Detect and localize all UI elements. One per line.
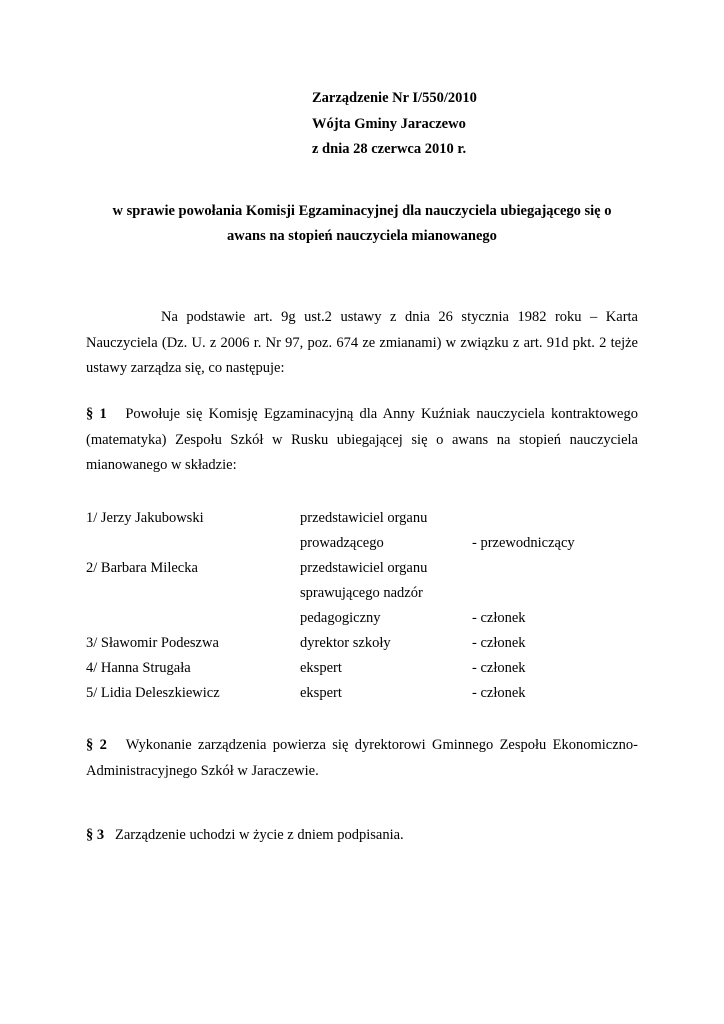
member-role: ekspert — [300, 660, 342, 676]
member-role: ekspert — [300, 685, 342, 701]
member-role: pedagogiczny — [300, 610, 381, 626]
ordinance-date: z dnia 28 czerwca 2010 r. — [312, 141, 467, 157]
member-role: dyrektor szkoły — [300, 635, 391, 651]
member-row — [86, 656, 638, 681]
member-function: - członek — [472, 610, 526, 626]
member-name: 5/ Lidia Deleszkiewicz — [86, 685, 220, 701]
section-2-text: Wykonanie zarządzenia powierza się dyrektorowi Gminnego Zespołu Ekonomiczno-Administracyjnego Szkół w Jaraczewie. — [86, 737, 639, 779]
subject-line-2: awans na stopień nauczyciela mianowanego — [227, 228, 497, 244]
section-1-label: § 1 — [86, 406, 107, 422]
member-name: 3/ Sławomir Podeszwa — [86, 635, 219, 651]
issuing-authority: Wójta Gminy Jaraczewo — [312, 115, 466, 132]
member-row — [86, 681, 638, 706]
section-3-text: Zarządzenie uchodzi w życie z dniem podpisania. — [115, 827, 404, 843]
member-function: - członek — [472, 685, 526, 701]
section-1 — [86, 402, 638, 479]
member-function: - przewodniczący — [472, 535, 575, 551]
member-row — [86, 531, 638, 556]
member-name: 4/ Hanna Strugała — [86, 660, 191, 676]
member-function: - członek — [472, 635, 526, 651]
committee-members-list — [86, 506, 638, 706]
section-1-text: Powołuje się Komisję Egzaminacyjną dla Anny Kuźniak nauczyciela kontraktowego (matematyka) Zespołu Szkół w Rusku ubiegającej się o awans na stopień nauczyciela mianowanego w składzie: — [86, 406, 638, 473]
member-role: sprawującego nadzór — [300, 585, 423, 601]
member-function: - członek — [472, 660, 526, 676]
section-3 — [86, 823, 638, 849]
document-header — [312, 86, 477, 163]
member-row — [86, 581, 638, 606]
member-name: 2/ Barbara Milecka — [86, 560, 198, 576]
member-role: prowadzącego — [300, 535, 384, 551]
member-role: przedstawiciel organu — [300, 510, 428, 526]
member-role: przedstawiciel organu — [300, 560, 428, 576]
subject-line-1: w sprawie powołania Komisji Egzaminacyjnej dla nauczyciela ubiegającego się o — [112, 203, 612, 219]
member-name: 1/ Jerzy Jakubowski — [86, 510, 204, 526]
legal-basis-paragraph: Na podstawie art. 9g ust.2 ustawy z dnia 26 stycznia 1982 roku – Karta Nauczyciela (Dz. U. z 2006 r. Nr 97, poz. 674 ze zmianami) w związku z art. 91d pkt. 2 tejże ustawy zarządza się, co następuje: — [86, 309, 638, 376]
section-2 — [86, 733, 638, 784]
section-2-label: § 2 — [86, 737, 107, 753]
document-subject — [86, 199, 638, 249]
member-row — [86, 606, 638, 631]
ordinance-number: Zarządzenie Nr I/550/2010 — [312, 90, 477, 106]
member-row — [86, 631, 638, 656]
member-row — [86, 556, 638, 581]
section-3-label: § 3 — [86, 827, 105, 843]
member-row — [86, 506, 638, 531]
